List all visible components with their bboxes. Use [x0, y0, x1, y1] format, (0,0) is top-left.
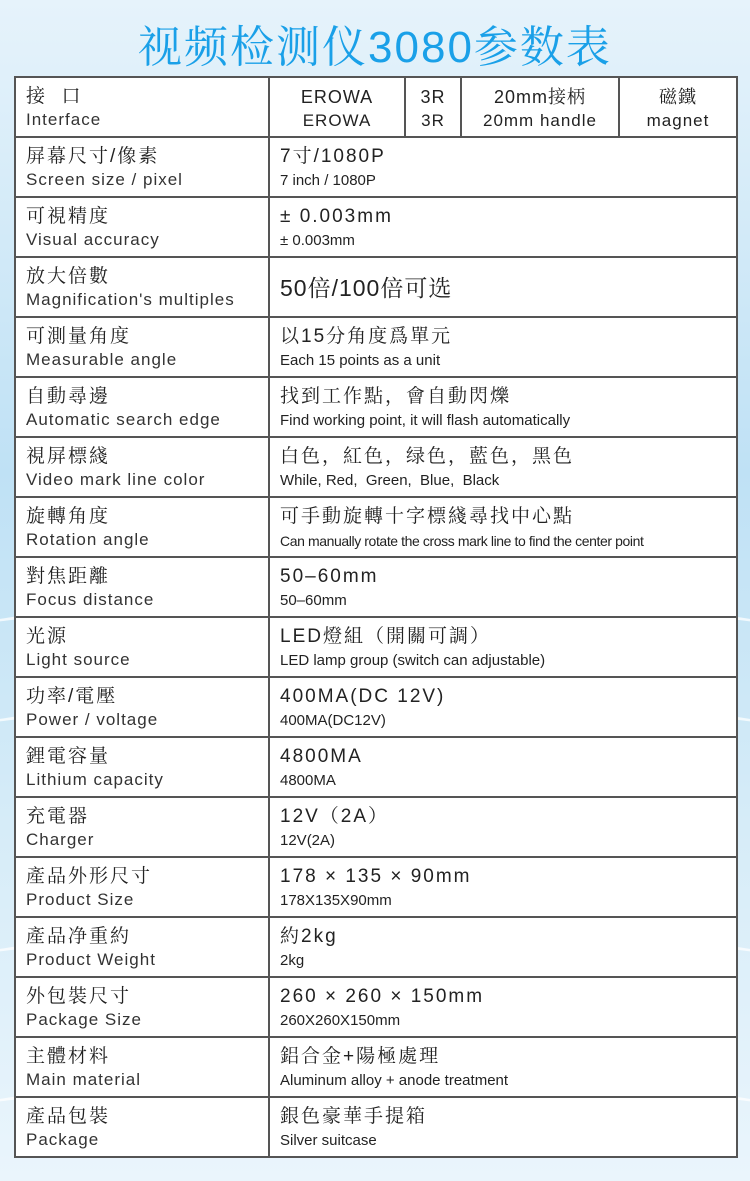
interface-option-en: 3R — [421, 111, 445, 130]
spec-label-cell — [15, 137, 269, 197]
spec-label-cell — [15, 557, 269, 617]
spec-value-zh: LED燈組（開關可調） — [280, 626, 491, 647]
spec-value-cell — [269, 557, 737, 617]
spec-value-zh: ± 0.003mm — [280, 206, 393, 227]
spec-value-cell — [269, 1037, 737, 1097]
spec-value-zh: 銀色豪華手提箱 — [280, 1106, 428, 1127]
spec-row — [15, 137, 737, 197]
spec-label-cell — [15, 317, 269, 377]
spec-row — [15, 197, 737, 257]
spec-value-cell — [269, 677, 737, 737]
spec-row — [15, 437, 737, 497]
spec-label-en: Lithium capacity — [26, 770, 164, 789]
spec-label-zh: 旋轉角度 — [26, 506, 111, 527]
spec-label-en: Package — [26, 1130, 100, 1149]
spec-value-cell — [269, 617, 737, 677]
interface-label-cell — [15, 77, 269, 137]
spec-label-zh: 充電器 — [26, 806, 90, 827]
spec-table — [14, 76, 738, 1158]
spec-value-big: 50倍/100倍可选 — [280, 275, 453, 301]
spec-row — [15, 1037, 737, 1097]
spec-label-cell — [15, 737, 269, 797]
spec-value-en: 50–60mm — [280, 592, 347, 609]
spec-row — [15, 917, 737, 977]
spec-label-cell — [15, 437, 269, 497]
spec-label-zh: 功率/電壓 — [26, 686, 118, 707]
spec-value-cell — [269, 257, 737, 317]
spec-label-cell — [15, 617, 269, 677]
spec-value-zh: 50–60mm — [280, 566, 379, 587]
spec-label-zh: 可測量角度 — [26, 326, 132, 347]
interface-option-magnet — [619, 77, 737, 137]
spec-value-en: Find working point, it will flash automatically — [280, 412, 571, 429]
spec-label-zh: 鋰電容量 — [26, 746, 111, 767]
spec-row — [15, 257, 737, 317]
spec-value-en: LED lamp group (switch can adjustable) — [280, 652, 546, 669]
spec-label-cell — [15, 797, 269, 857]
interface-option-en: 20mm handle — [482, 111, 597, 130]
spec-label-en: Focus distance — [26, 590, 155, 609]
spec-row — [15, 677, 737, 737]
interface-option-en: magnet — [646, 111, 710, 130]
spec-value-zh: 12V（2A） — [280, 806, 390, 827]
spec-label-en: Light source — [26, 650, 131, 669]
spec-value-zh: 鋁合金+陽極處理 — [280, 1046, 441, 1067]
spec-value-zh: 可手動旋轉十字標綫尋找中心點 — [280, 506, 575, 527]
spec-label-zh: 外包裝尺寸 — [26, 986, 132, 1007]
interface-option-erowa — [269, 77, 405, 137]
spec-value-cell — [269, 1097, 737, 1157]
spec-label-en: Magnification's multiples — [26, 290, 235, 309]
interface-option-20mm-handle — [461, 77, 619, 137]
spec-value-cell — [269, 317, 737, 377]
spec-label-zh: 產品净重約 — [26, 926, 132, 947]
spec-value-cell — [269, 377, 737, 437]
spec-row — [15, 377, 737, 437]
spec-row — [15, 797, 737, 857]
spec-label-en: Product Weight — [26, 950, 156, 969]
spec-label-zh: 產品包裝 — [26, 1106, 111, 1127]
interface-option-en: EROWA — [302, 111, 372, 130]
spec-row — [15, 317, 737, 377]
spec-value-en: 4800MA — [280, 772, 336, 789]
spec-value-en: Can manually rotate the cross mark line to find the center point — [280, 533, 644, 549]
spec-value-en: Each 15 points as a unit — [280, 352, 441, 369]
spec-label-cell — [15, 257, 269, 317]
page-title: 视频检测仪3080参数表 — [138, 23, 612, 72]
spec-value-en: Aluminum alloy + anode treatment — [280, 1072, 509, 1089]
spec-label-en: Measurable angle — [26, 350, 178, 369]
spec-value-cell — [269, 197, 737, 257]
interface-option-3r — [405, 77, 461, 137]
spec-label-en: Main material — [26, 1070, 142, 1089]
spec-label-zh: 對焦距離 — [26, 566, 111, 587]
spec-value-en: 400MA(DC12V) — [280, 712, 386, 729]
spec-value-zh: 400MA(DC 12V) — [280, 686, 446, 707]
spec-row — [15, 497, 737, 557]
spec-value-cell — [269, 977, 737, 1037]
spec-label-cell — [15, 677, 269, 737]
interface-label-zh: 接 口 — [26, 86, 83, 107]
spec-value-cell — [269, 737, 737, 797]
spec-value-cell — [269, 917, 737, 977]
spec-label-en: Rotation angle — [26, 530, 150, 549]
spec-value-en: 178X135X90mm — [280, 892, 392, 909]
spec-label-en: Charger — [26, 830, 95, 849]
spec-value-en: 12V(2A) — [280, 832, 336, 849]
spec-value-en: 260X260X150mm — [280, 1012, 401, 1029]
spec-value-cell — [269, 797, 737, 857]
spec-value-zh: 178 × 135 × 90mm — [280, 866, 472, 887]
spec-label-cell — [15, 1037, 269, 1097]
spec-value-en: While, Red, Green, Blue, Black — [280, 472, 500, 489]
spec-row — [15, 617, 737, 677]
spec-value-en: 2kg — [280, 952, 305, 969]
spec-label-zh: 可視精度 — [26, 206, 111, 227]
interface-label-en: Interface — [26, 110, 102, 129]
spec-label-zh: 放大倍數 — [26, 266, 111, 287]
spec-label-en: Product Size — [26, 890, 135, 909]
spec-label-cell — [15, 1097, 269, 1157]
spec-value-zh: 7寸/1080P — [280, 146, 386, 167]
spec-row — [15, 557, 737, 617]
spec-label-en: Video mark line color — [26, 470, 206, 489]
spec-row — [15, 857, 737, 917]
spec-value-zh: 4800MA — [280, 746, 363, 767]
spec-label-en: Package Size — [26, 1010, 142, 1029]
spec-label-zh: 產品外形尺寸 — [26, 866, 153, 887]
spec-value-zh: 找到工作點，會自動閃爍 — [280, 386, 512, 407]
spec-value-cell — [269, 137, 737, 197]
spec-row — [15, 1097, 737, 1157]
spec-value-cell — [269, 497, 737, 557]
spec-label-en: Automatic search edge — [26, 410, 221, 429]
spec-row — [15, 737, 737, 797]
interface-option-zh: 20mm接柄 — [493, 87, 586, 107]
interface-option-zh: 磁鐵 — [659, 87, 697, 107]
spec-row — [15, 977, 737, 1037]
spec-value-zh: 約2kg — [280, 926, 338, 947]
spec-label-cell — [15, 917, 269, 977]
spec-value-cell — [269, 857, 737, 917]
spec-value-en: Silver suitcase — [280, 1132, 377, 1149]
interface-row — [15, 77, 737, 137]
spec-value-cell — [269, 437, 737, 497]
interface-option-zh: EROWA — [300, 87, 374, 107]
spec-label-cell — [15, 197, 269, 257]
spec-label-cell — [15, 497, 269, 557]
spec-label-cell — [15, 977, 269, 1037]
spec-value-zh: 以15分角度爲單元 — [280, 326, 453, 347]
spec-value-zh: 白色，紅色，绿色，藍色，黑色 — [280, 446, 575, 467]
spec-label-zh: 光源 — [26, 626, 69, 647]
spec-label-cell — [15, 857, 269, 917]
spec-label-zh: 自動尋邊 — [26, 386, 111, 407]
spec-label-en: Screen size / pixel — [26, 170, 183, 189]
spec-value-en: 7 inch / 1080P — [280, 172, 376, 189]
title-bar — [14, 10, 736, 76]
spec-label-zh: 視屏標綫 — [26, 446, 111, 467]
spec-value-en: ± 0.003mm — [280, 232, 355, 249]
spec-label-zh: 屏幕尺寸/像素 — [26, 146, 160, 167]
spec-label-cell — [15, 377, 269, 437]
spec-label-en: Power / voltage — [26, 710, 159, 729]
spec-value-zh: 260 × 260 × 150mm — [280, 986, 485, 1007]
spec-label-en: Visual accuracy — [26, 230, 160, 249]
interface-option-zh: 3R — [420, 87, 446, 107]
spec-label-zh: 主體材料 — [26, 1046, 111, 1067]
